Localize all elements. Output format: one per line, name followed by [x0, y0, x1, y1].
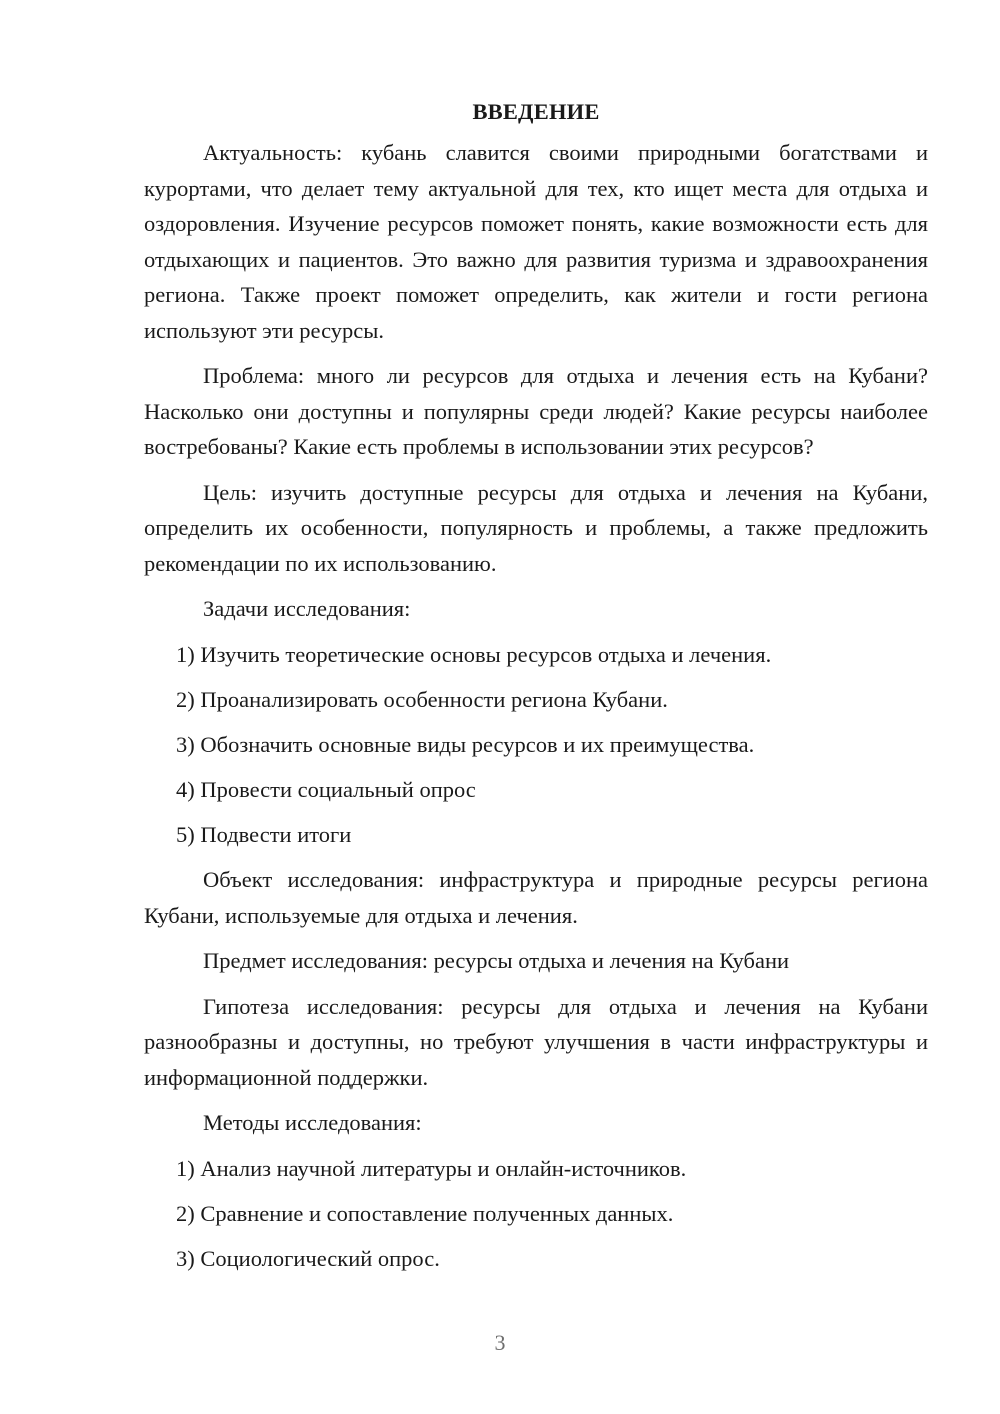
- task-item: 4) Провести социальный опрос: [176, 776, 476, 802]
- tasks-list: [144, 637, 928, 853]
- method-item: 2) Сравнение и сопоставление полученных данных.: [176, 1200, 674, 1226]
- tasks-label: Задачи исследования:: [203, 596, 411, 621]
- relevance-paragraph: Актуальность: кубань славится своими природными богатствами и курортами, что делает тему актуальной для тех, кто ищет места для отдыха и оздоровления. Изучение ресурсов поможет понять, какие возможности есть для отдыхающих и пациентов. Это важно для развития туризма и здравоохранения региона. Также проект поможет определить, как жители и гости региона используют эти ресурсы.: [144, 140, 928, 343]
- problem-paragraph: Проблема: много ли ресурсов для отдыха и лечения есть на Кубани? Насколько они доступны и популярны среди людей? Какие ресурсы наиболее востребованы? Какие есть проблемы в использовании этих ресурсов?: [144, 363, 928, 459]
- object-paragraph: Объект исследования: инфраструктура и природные ресурсы региона Кубани, используемые для отдыха и лечения.: [144, 867, 928, 928]
- hypothesis-paragraph: Гипотеза исследования: ресурсы для отдыха и лечения на Кубани разнообразны и доступны, но требуют улучшения в части инфраструктуры и информационной поддержки.: [144, 993, 928, 1090]
- methods-label: Методы исследования:: [203, 1110, 422, 1135]
- task-item: 3) Обозначить основные виды ресурсов и их преимущества.: [176, 731, 755, 757]
- method-item: 1) Анализ научной литературы и онлайн-источников.: [176, 1155, 687, 1181]
- task-item: 2) Проанализировать особенности региона Кубани.: [176, 686, 668, 712]
- task-item: 5) Подвести итоги: [176, 821, 352, 847]
- goal-paragraph: Цель: изучить доступные ресурсы для отдыха и лечения на Кубани, определить их особенности, популярность и проблемы, а также предложить рекомендации по их использованию.: [144, 479, 928, 576]
- subject-paragraph: Предмет исследования: ресурсы отдыха и лечения на Кубани: [203, 948, 790, 973]
- document-page: [144, 94, 928, 1286]
- method-item: 3) Социологический опрос.: [176, 1245, 440, 1271]
- methods-list: [144, 1151, 928, 1277]
- page-number: 3: [494, 1330, 506, 1355]
- task-item: 1) Изучить теоретические основы ресурсов отдыха и лечения.: [176, 641, 772, 667]
- section-heading: ВВЕДЕНИЕ: [472, 99, 600, 124]
